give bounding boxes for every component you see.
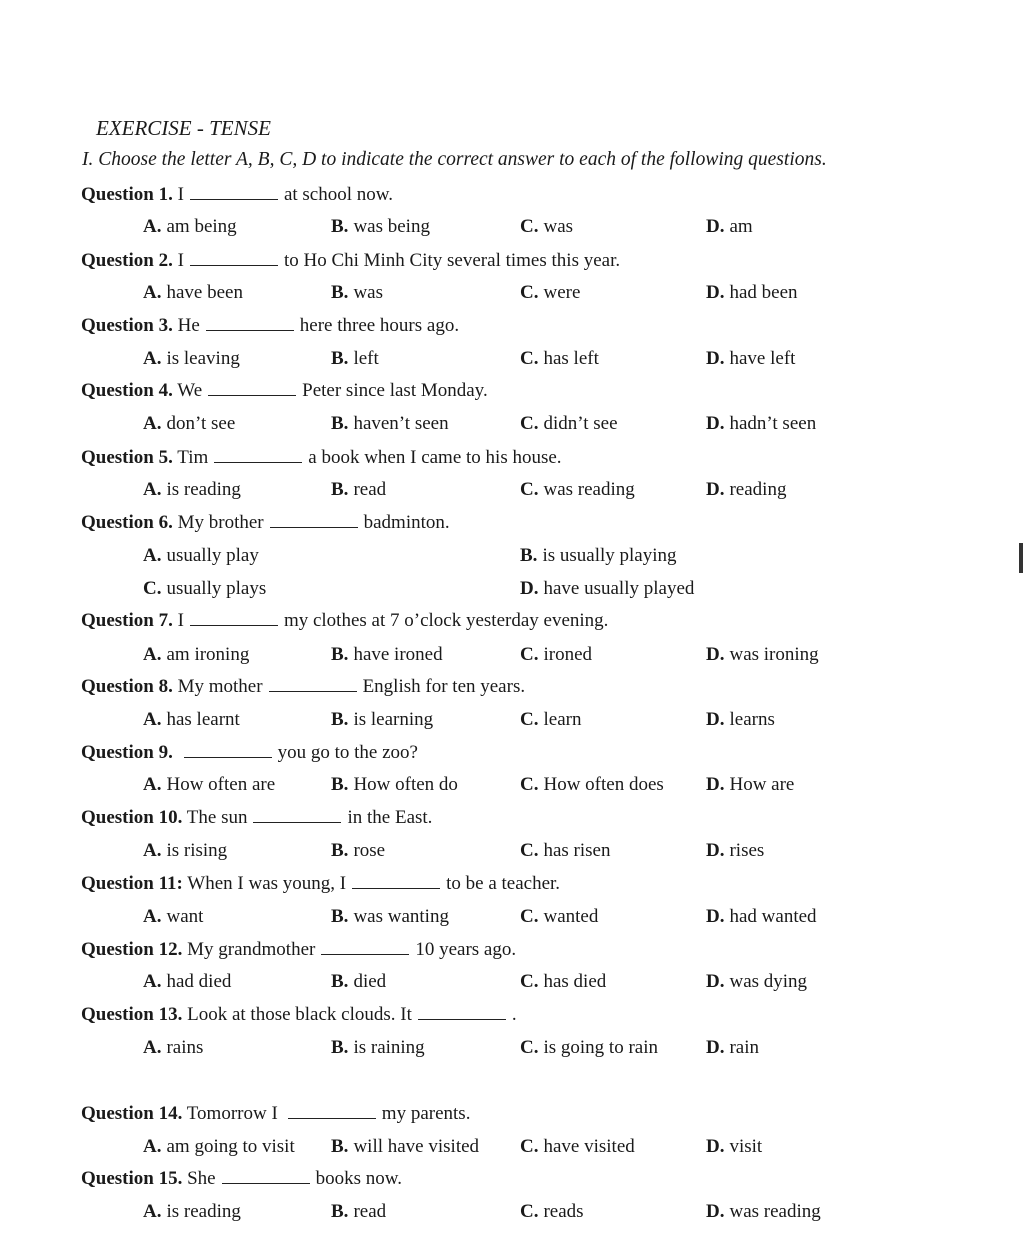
option-text: is learning [353,709,434,730]
question-label: Question 5. [81,447,173,468]
question-text-before: Tim [177,447,209,468]
question-text-after: to Ho Chi Minh City several times this year. [283,250,621,271]
option-a[interactable] [143,772,275,798]
option-c[interactable] [520,969,606,995]
option-letter: D. [706,840,725,861]
question-label: Question 15. [81,1168,183,1189]
option-a[interactable] [143,904,203,930]
question-text-before: The sun [186,807,248,828]
option-letter: A. [143,971,162,992]
option-text: read [353,479,387,500]
option-text: was being [353,216,430,237]
option-text: rose [353,840,386,861]
option-letter: A. [143,644,162,665]
option-text: was reading [543,479,635,500]
question-text-before: Tomorrow I [186,1103,278,1124]
option-b[interactable] [331,477,386,503]
option-d[interactable] [706,1035,759,1061]
option-b[interactable] [331,280,383,306]
option-d[interactable] [706,642,819,668]
option-letter: D. [706,1136,725,1157]
question-label: Question 4. [81,380,173,401]
option-text: want [166,906,204,927]
answer-blank [190,183,278,200]
answer-blank [253,806,341,823]
question-13 [81,1002,517,1028]
option-text: How often does [543,774,664,795]
option-letter: A. [143,1037,162,1058]
option-text: rises [729,840,765,861]
option-letter: B. [331,774,349,795]
option-b[interactable] [331,1134,479,1160]
option-letter: C. [520,413,539,434]
option-b[interactable] [331,707,433,733]
question-text-after: books now. [315,1168,402,1189]
option-letter: C. [520,1037,539,1058]
option-letter: C. [520,1136,539,1157]
option-d[interactable] [706,280,798,306]
option-text: have ironed [353,644,443,665]
question-text-before: Look at those black clouds. It [187,1004,412,1025]
option-a[interactable] [143,642,249,668]
option-letter: A. [143,413,162,434]
option-d[interactable] [706,838,764,864]
option-text: am ironing [166,644,250,665]
question-text-after: . [511,1004,517,1025]
option-text: left [353,348,379,369]
question-11 [81,871,560,897]
answer-blank [208,379,296,396]
option-text: reading [729,479,787,500]
option-d[interactable] [706,214,753,240]
option-letter: C. [520,906,539,927]
option-text: How often are [166,774,276,795]
question-text-after: to be a teacher. [446,873,561,894]
option-text: was [353,282,383,303]
option-text: has risen [543,840,611,861]
option-letter: D. [520,578,539,599]
option-text: have usually played [543,578,695,599]
option-c[interactable] [520,280,580,306]
option-a[interactable] [143,214,237,240]
answer-blank [270,511,358,528]
option-b[interactable] [331,838,385,864]
answer-blank [206,314,294,331]
instruction-text: I. Choose the letter A, B, C, D to indicate the correct answer to each of the following questions. [82,149,827,170]
option-letter: D. [706,774,725,795]
option-letter: B. [331,644,349,665]
option-a[interactable] [143,543,259,569]
option-text: were [543,282,581,303]
option-letter: C. [520,1201,539,1222]
option-b[interactable] [331,346,379,372]
option-text: rain [729,1037,760,1058]
option-letter: D. [706,644,725,665]
option-letter: B. [331,216,349,237]
answer-blank [321,938,409,955]
option-text: has left [543,348,599,369]
option-letter: A. [143,906,162,927]
option-d[interactable] [706,346,795,372]
question-15 [81,1166,402,1192]
question-3 [81,313,459,339]
option-letter: A. [143,479,162,500]
option-a[interactable] [143,969,231,995]
option-letter: B. [331,479,349,500]
option-letter: B. [331,840,349,861]
option-letter: D. [706,1037,725,1058]
question-label: Question 12. [81,939,183,960]
option-letter: D. [706,216,725,237]
option-text: was reading [729,1201,821,1222]
option-text: is reading [166,1201,241,1222]
question-text-after: here three hours ago. [299,315,460,336]
answer-blank [418,1003,506,1020]
option-d[interactable] [706,772,794,798]
option-b[interactable] [331,1199,386,1225]
option-letter: A. [143,1201,162,1222]
option-text: rains [166,1037,204,1058]
question-label: Question 1. [81,184,173,205]
option-c[interactable] [520,1134,635,1160]
option-a[interactable] [143,346,240,372]
option-text: have left [729,348,796,369]
option-letter: B. [331,413,349,434]
option-text: usually plays [166,578,267,599]
option-letter: C. [520,216,539,237]
question-text-after: my clothes at 7 o’clock yesterday evening. [283,610,609,631]
option-letter: A. [143,709,162,730]
option-letter: D. [706,479,725,500]
option-text: have visited [543,1136,635,1157]
option-text: is going to rain [543,1037,659,1058]
option-text: wanted [543,906,599,927]
question-text-before: I [177,610,184,631]
option-d[interactable] [520,576,694,602]
question-label: Question 9. [81,742,173,763]
option-c[interactable] [520,642,592,668]
option-c[interactable] [520,477,635,503]
question-label: Question 14. [81,1103,183,1124]
question-text-after: 10 years ago. [415,939,517,960]
question-label: Question 13. [81,1004,183,1025]
option-a[interactable] [143,411,235,437]
option-text: didn’t see [543,413,618,434]
option-a[interactable] [143,1035,203,1061]
option-letter: A. [143,282,162,303]
option-letter: C. [520,644,539,665]
option-letter: D. [706,1201,725,1222]
question-2 [81,248,620,274]
answer-blank [184,741,272,758]
option-b[interactable] [331,214,430,240]
option-letter: C. [520,709,539,730]
option-d[interactable] [706,1134,762,1160]
option-a[interactable] [143,1134,295,1160]
option-letter: D. [706,413,725,434]
answer-blank [352,872,440,889]
question-14 [81,1101,470,1127]
option-text: was dying [729,971,808,992]
question-label: Question 2. [81,250,173,271]
option-text: learns [729,709,775,730]
question-1 [81,182,393,208]
answer-blank [190,249,278,266]
option-letter: B. [331,709,349,730]
question-text-before: My brother [177,512,264,533]
option-letter: D. [706,282,725,303]
option-d[interactable] [706,904,817,930]
answer-blank [269,675,357,692]
option-letter: D. [706,348,725,369]
option-text: haven’t seen [353,413,449,434]
option-letter: A. [143,1136,162,1157]
option-letter: D. [706,971,725,992]
option-letter: B. [331,906,349,927]
option-d[interactable] [706,1199,821,1225]
question-text-before: I [177,184,184,205]
option-text: had died [166,971,232,992]
question-text-before: My mother [177,676,263,697]
option-text: has died [543,971,607,992]
option-letter: B. [331,282,349,303]
question-8 [81,674,525,700]
option-text: reads [543,1201,584,1222]
option-text: How are [729,774,795,795]
option-c[interactable] [520,838,611,864]
question-text-after: a book when I came to his house. [308,447,562,468]
option-letter: B. [331,348,349,369]
option-letter: A. [143,840,162,861]
question-7 [81,608,608,634]
option-b[interactable] [331,642,443,668]
question-10 [81,805,432,831]
question-4 [81,378,488,404]
option-letter: C. [520,282,539,303]
option-letter: B. [520,545,538,566]
option-text: read [353,1201,387,1222]
option-c[interactable] [520,1035,658,1061]
answer-blank [222,1167,310,1184]
option-c[interactable] [520,707,581,733]
question-6 [81,510,450,536]
option-b[interactable] [331,969,386,995]
option-letter: B. [331,971,349,992]
option-a[interactable] [143,707,240,733]
option-text: visit [729,1136,763,1157]
question-text-before: We [177,380,203,401]
option-d[interactable] [706,411,816,437]
question-12 [81,937,516,963]
answer-blank [214,446,302,463]
option-text: is raining [353,1037,425,1058]
option-text: will have visited [353,1136,480,1157]
option-a[interactable] [143,280,243,306]
question-label: Question 8. [81,676,173,697]
option-c[interactable] [520,411,618,437]
option-letter: C. [520,479,539,500]
question-5 [81,445,562,471]
option-c[interactable] [520,214,573,240]
question-text-after: at school now. [283,184,393,205]
option-letter: A. [143,774,162,795]
scrollbar-edge [1019,543,1023,573]
question-text-before: When I was young, I [187,873,347,894]
question-text-after: you go to the zoo? [277,742,418,763]
option-letter: A. [143,545,162,566]
option-text: ironed [543,644,593,665]
option-letter: C. [520,348,539,369]
answer-blank [190,609,278,626]
option-d[interactable] [706,969,807,995]
option-letter: C. [520,840,539,861]
option-c[interactable] [520,772,664,798]
option-d[interactable] [706,477,786,503]
question-label: Question 7. [81,610,173,631]
option-text: How often do [353,774,458,795]
option-c[interactable] [520,1199,584,1225]
option-text: don’t see [166,413,236,434]
option-d[interactable] [706,707,775,733]
option-letter: B. [331,1037,349,1058]
option-text: is leaving [166,348,240,369]
option-letter: A. [143,216,162,237]
option-b[interactable] [520,543,677,569]
option-a[interactable] [143,477,241,503]
option-text: have been [166,282,243,303]
option-text: am being [166,216,237,237]
exercise-title: EXERCISE - TENSE [96,116,271,140]
option-text: usually play [166,545,259,566]
option-text: had wanted [729,906,817,927]
option-c[interactable] [143,576,266,602]
option-b[interactable] [331,904,449,930]
option-text: is reading [166,479,241,500]
option-b[interactable] [331,411,449,437]
question-label: Question 11: [81,873,183,894]
option-letter: B. [331,1201,349,1222]
option-a[interactable] [143,838,227,864]
option-letter: D. [706,906,725,927]
option-text: has learnt [166,709,240,730]
question-label: Question 3. [81,315,173,336]
question-label: Question 10. [81,807,183,828]
option-text: am going to visit [166,1136,295,1157]
question-text-before: He [177,315,200,336]
question-text-after: my parents. [381,1103,471,1124]
answer-blank [288,1102,376,1119]
question-9 [81,740,418,766]
option-text: am [729,216,753,237]
option-text: learn [543,709,582,730]
option-text: is rising [166,840,228,861]
question-text-after: English for ten years. [362,676,526,697]
option-a[interactable] [143,1199,241,1225]
option-text: died [353,971,387,992]
question-text-after: Peter since last Monday. [302,380,488,401]
option-text: hadn’t seen [729,413,817,434]
question-text-before: I [177,250,184,271]
option-text: is usually playing [542,545,677,566]
option-c[interactable] [520,346,599,372]
option-text: was ironing [729,644,819,665]
question-label: Question 6. [81,512,173,533]
option-letter: B. [331,1136,349,1157]
option-text: was wanting [353,906,449,927]
option-letter: A. [143,348,162,369]
question-text-before: She [187,1168,216,1189]
option-letter: C. [520,774,539,795]
option-c[interactable] [520,904,598,930]
option-letter: C. [520,971,539,992]
option-b[interactable] [331,1035,425,1061]
option-letter: D. [706,709,725,730]
option-b[interactable] [331,772,458,798]
option-text: had been [729,282,798,303]
option-text: was [543,216,574,237]
question-text-after: in the East. [347,807,433,828]
question-text-before: My grandmother [187,939,316,960]
question-text-after: badminton. [363,512,450,533]
option-letter: C. [143,578,162,599]
